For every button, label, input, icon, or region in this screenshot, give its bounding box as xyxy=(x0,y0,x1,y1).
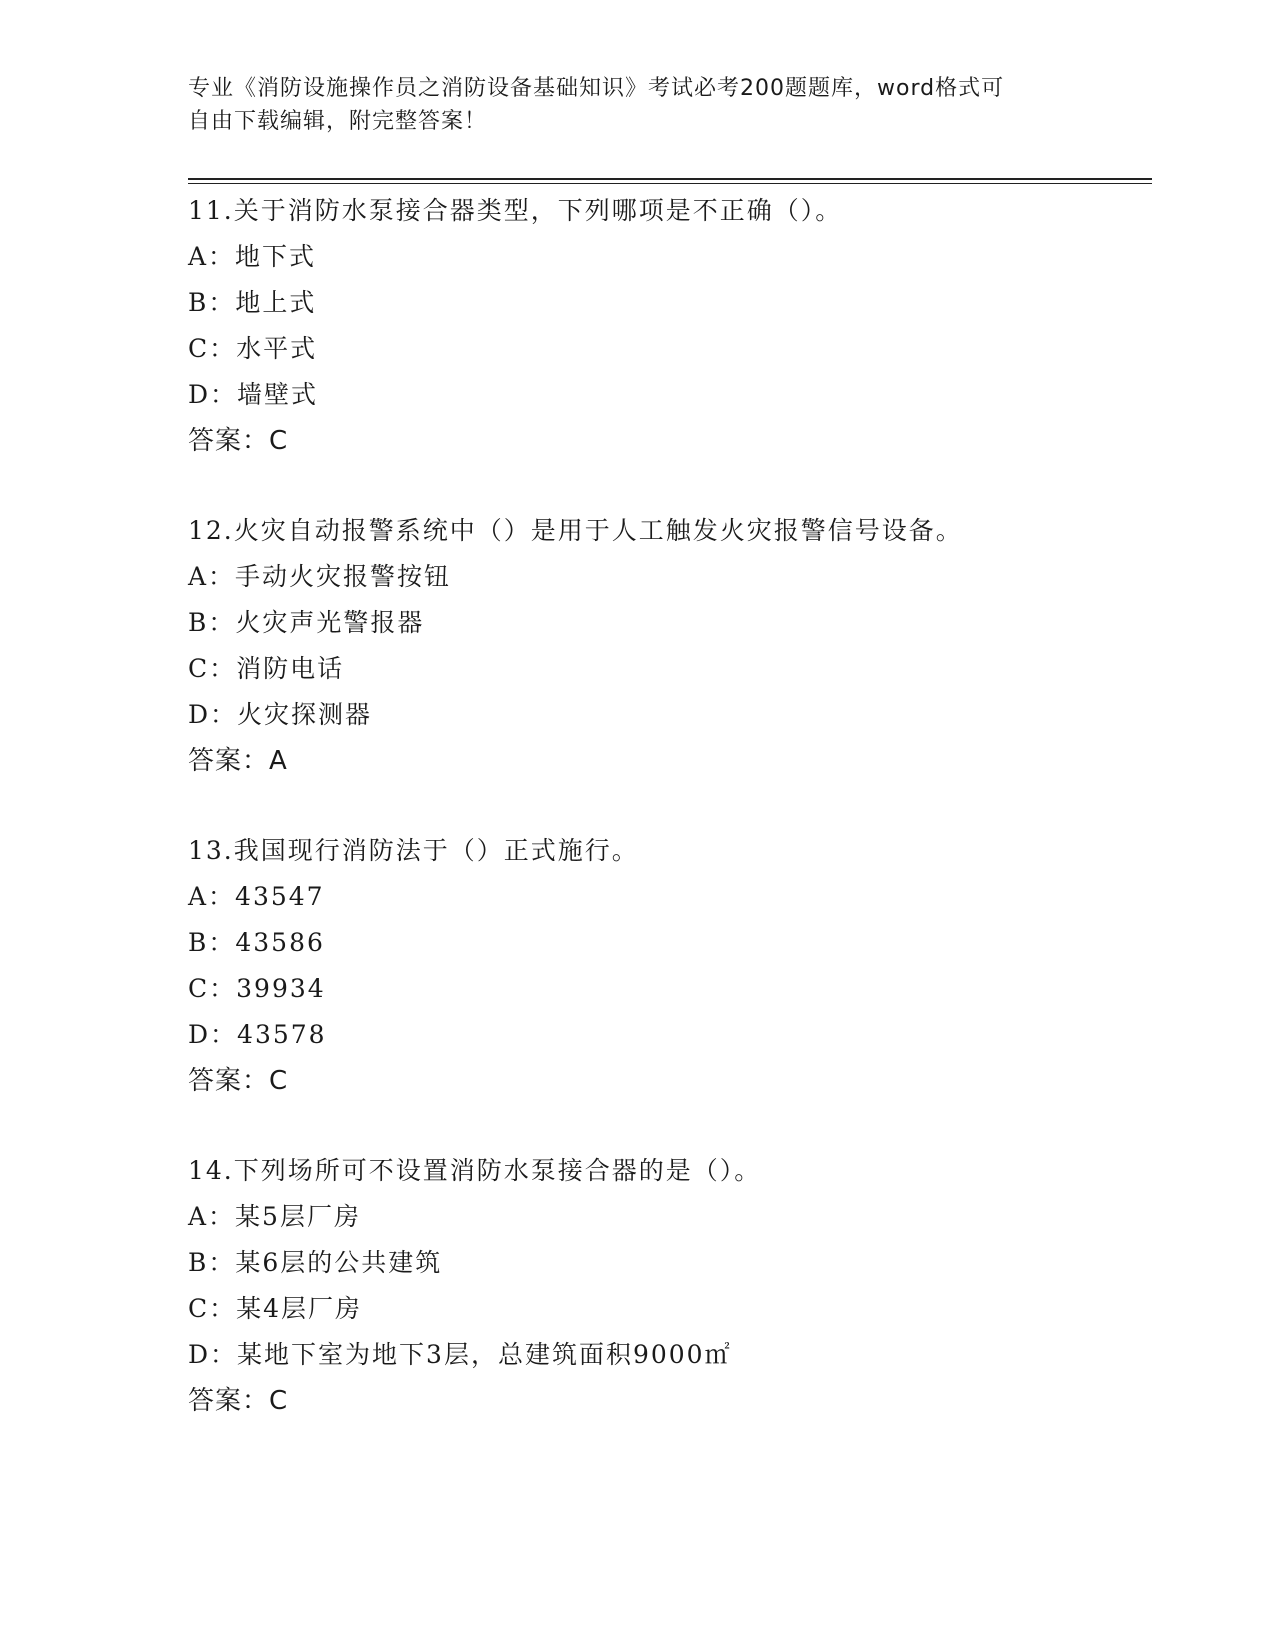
question-12 xyxy=(188,508,1152,784)
question-title: 12.火灾自动报警系统中（）是用于人工触发火灾报警信号设备。 xyxy=(188,516,963,545)
option-c: C：水平式 xyxy=(188,334,318,363)
option-c: C：某4层厂房 xyxy=(188,1294,363,1323)
option-a: A：地下式 xyxy=(188,242,317,271)
question-title: 11.关于消防水泵接合器类型，下列哪项是不正确（）。 xyxy=(188,196,843,225)
option-a: A：43547 xyxy=(188,882,325,911)
option-c: C：39934 xyxy=(188,974,326,1003)
header-divider-top xyxy=(188,178,1152,180)
answer: 答案：A xyxy=(188,746,288,776)
header-line-1: 专业《消防设施操作员之消防设备基础知识》考试必考200题题库，word格式可 xyxy=(188,76,1005,101)
option-a: A：手动火灾报警按钮 xyxy=(188,562,452,591)
answer: 答案：C xyxy=(188,1386,289,1416)
document-header xyxy=(188,72,1068,138)
option-d: D：火灾探测器 xyxy=(188,700,373,729)
question-14 xyxy=(188,1148,1152,1424)
answer: 答案：C xyxy=(188,1066,289,1096)
option-a: A：某5层厂房 xyxy=(188,1202,361,1231)
option-d: D：43578 xyxy=(188,1020,327,1049)
option-d: D：墙壁式 xyxy=(188,380,319,409)
option-b: B：某6层的公共建筑 xyxy=(188,1248,443,1277)
option-b: B：地上式 xyxy=(188,288,317,317)
header-divider-bottom xyxy=(188,183,1152,184)
question-13 xyxy=(188,828,1152,1104)
header-line-2: 自由下载编辑，附完整答案！ xyxy=(188,109,488,134)
option-c: C：消防电话 xyxy=(188,654,345,683)
question-title: 14.下列场所可不设置消防水泵接合器的是（）。 xyxy=(188,1156,762,1185)
option-d: D：某地下室为地下3层，总建筑面积9000㎡ xyxy=(188,1340,732,1369)
answer: 答案：C xyxy=(188,426,289,456)
option-b: B：火灾声光警报器 xyxy=(188,608,425,637)
question-11 xyxy=(188,188,1152,464)
question-title: 13.我国现行消防法于（）正式施行。 xyxy=(188,836,639,865)
option-b: B：43586 xyxy=(188,928,325,957)
